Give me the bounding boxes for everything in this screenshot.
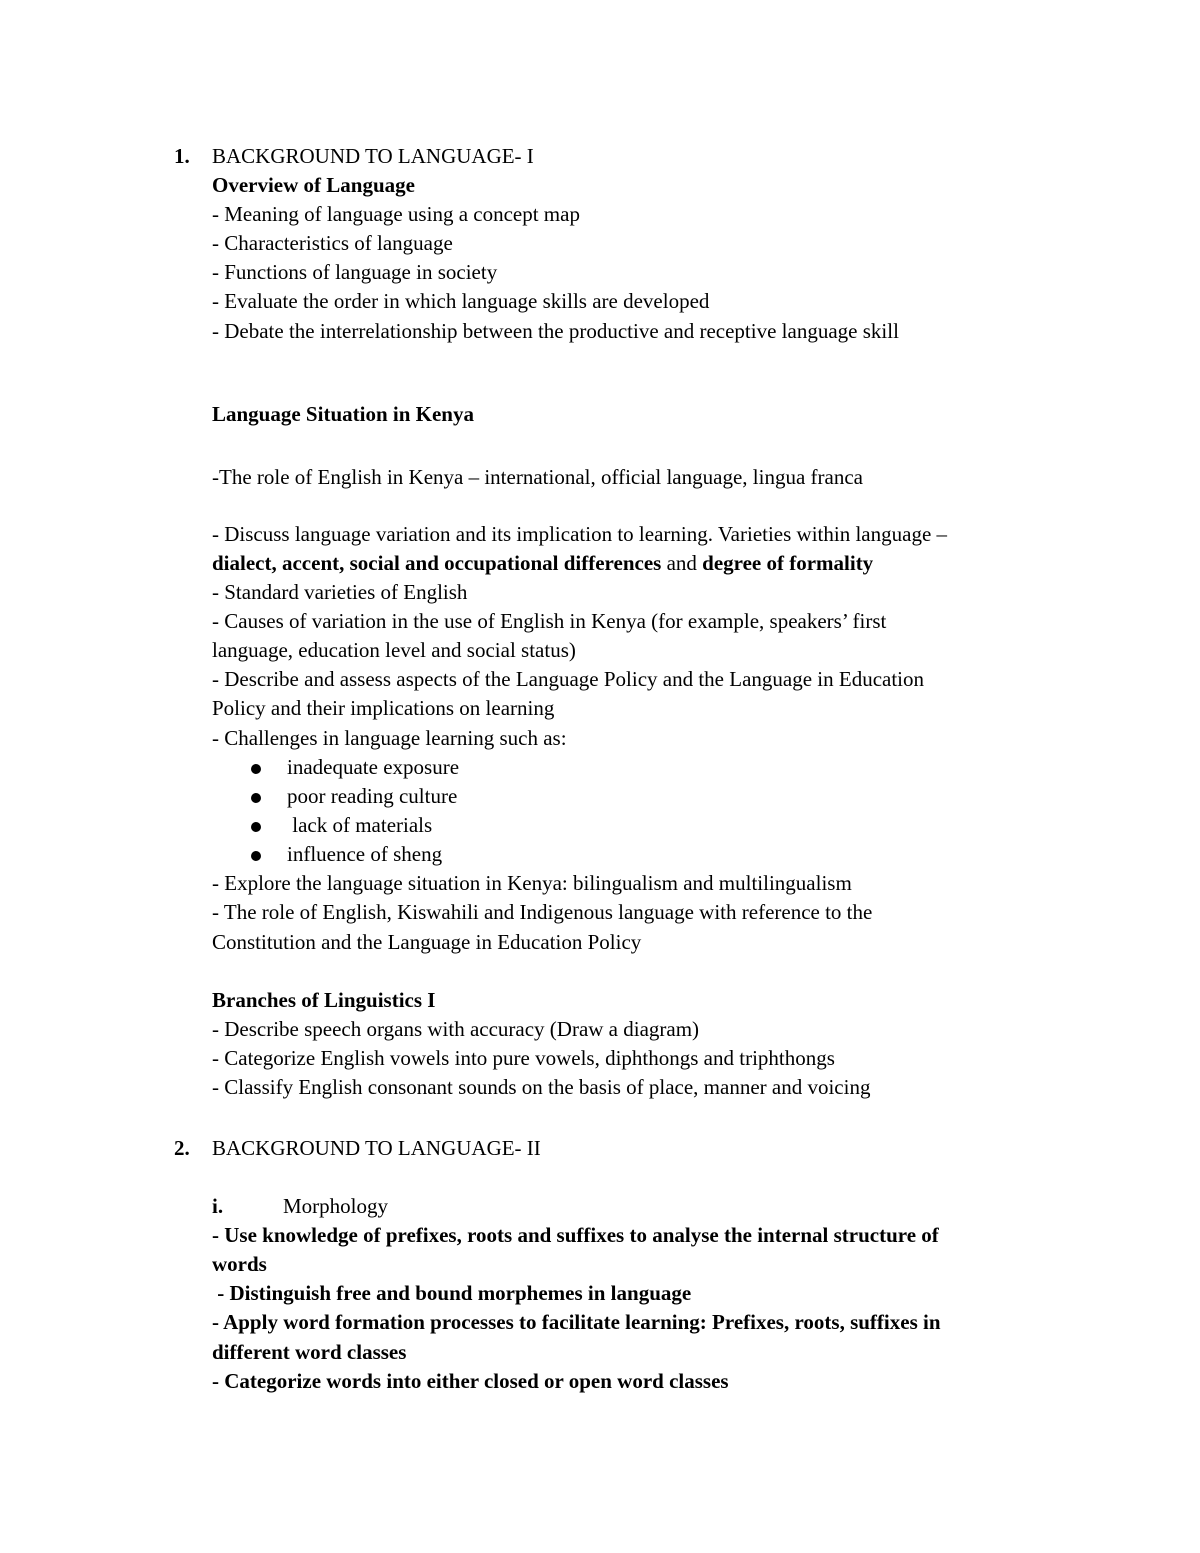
policy-line-1: - Describe and assess aspects of the Language Policy and the Language in Education (212, 667, 925, 691)
variation-bold-2: degree of formality (702, 551, 874, 575)
bullet-item: influence of sheng (287, 842, 443, 866)
bullet-item: inadequate exposure (287, 755, 460, 779)
morphology-heading: Morphology (283, 1194, 388, 1218)
bullet-item: poor reading culture (287, 784, 458, 808)
policy-line-2: Policy and their implications on learning (212, 696, 555, 720)
section-2-heading: BACKGROUND TO LANGUAGE- II (212, 1136, 541, 1160)
variation-line-2 (212, 549, 873, 579)
bullet-dot (251, 793, 261, 803)
morphology-item: - Use knowledge of prefixes, roots and suffixes to analyse the internal structure of (212, 1223, 939, 1247)
overview-item: - Debate the interrelationship between the productive and receptive language skill (212, 319, 899, 343)
challenges-line: - Challenges in language learning such as: (212, 726, 567, 750)
section-1-heading: BACKGROUND TO LANGUAGE- I (212, 144, 534, 168)
overview-item: - Evaluate the order in which language skills are developed (212, 289, 710, 313)
morphology-item: different word classes (212, 1340, 407, 1364)
branches-item: - Classify English consonant sounds on the basis of place, manner and voicing (212, 1075, 871, 1099)
kenya-subheading: Language Situation in Kenya (212, 402, 474, 426)
overview-subheading: Overview of Language (212, 173, 415, 197)
branches-item: - Describe speech organs with accuracy (Draw a diagram) (212, 1017, 700, 1041)
overview-item: - Functions of language in society (212, 260, 498, 284)
bullet-dot (251, 764, 261, 774)
causes-line-1: - Causes of variation in the use of English in Kenya (for example, speakers’ first (212, 609, 887, 633)
morphology-item: - Distinguish free and bound morphemes in language (212, 1281, 692, 1305)
role-of-english: -The role of English in Kenya – international, official language, lingua franca (212, 465, 863, 489)
variation-and: and (661, 551, 703, 575)
variation-bold-1: dialect, accent, social and occupational differences (212, 551, 662, 575)
bullet-item: lack of materials (287, 813, 433, 837)
role-line-1: - The role of English, Kiswahili and Indigenous language with reference to the (212, 900, 873, 924)
overview-item: - Characteristics of language (212, 231, 453, 255)
overview-item: - Meaning of language using a concept map (212, 202, 580, 226)
causes-line-2: language, education level and social status) (212, 638, 576, 662)
variation-line: - Discuss language variation and its implication to learning. Varieties within language – (212, 522, 948, 546)
morphology-item: - Apply word formation processes to facilitate learning: Prefixes, roots, suffixes in (212, 1310, 941, 1334)
explore-line: - Explore the language situation in Kenya: bilingualism and multilingualism (212, 871, 852, 895)
morphology-item: words (212, 1252, 267, 1276)
morphology-roman: i. (212, 1194, 224, 1218)
branches-subheading: Branches of Linguistics I (212, 988, 436, 1012)
section-2-number: 2. (174, 1136, 190, 1160)
role-line-2: Constitution and the Language in Education Policy (212, 930, 642, 954)
section-1-number: 1. (174, 144, 190, 168)
bullet-dot (251, 822, 261, 832)
morphology-item: - Categorize words into either closed or open word classes (212, 1369, 729, 1393)
bullet-dot (251, 851, 261, 861)
branches-item: - Categorize English vowels into pure vowels, diphthongs and triphthongs (212, 1046, 835, 1070)
standard-varieties: - Standard varieties of English (212, 580, 468, 604)
